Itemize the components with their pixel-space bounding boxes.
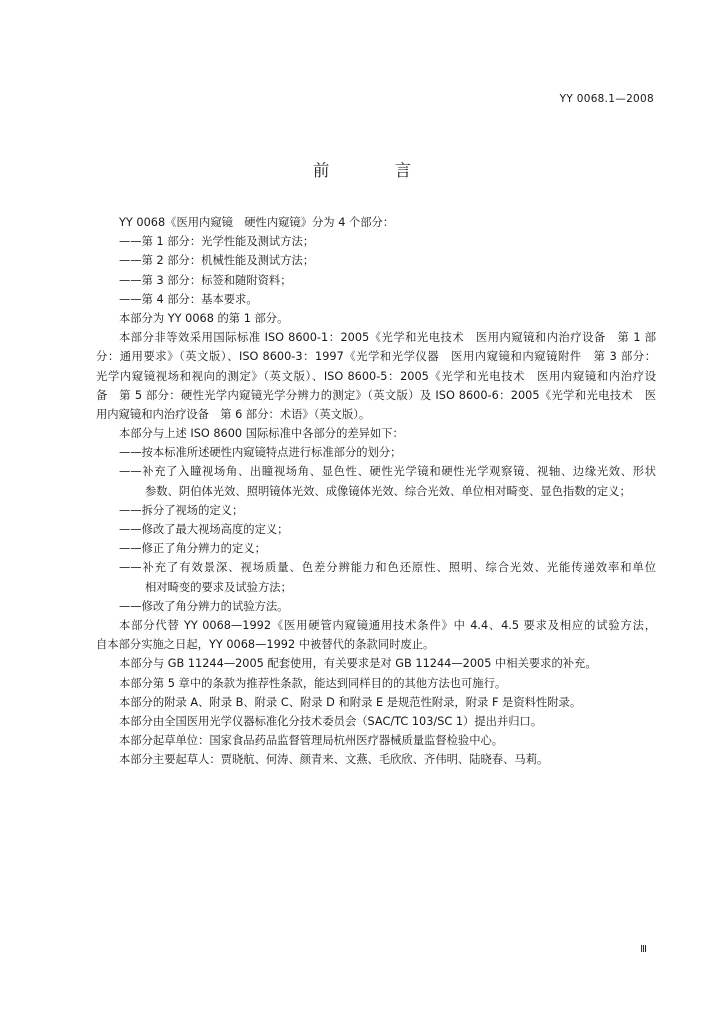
text-line: ——第 3 部分：标签和随附资料；	[119, 273, 292, 287]
standard-code: YY 0068.1—2008	[559, 93, 654, 105]
text-line: 相对畸变的要求及试验方法；	[145, 580, 292, 594]
text-line: 本部分第 5 章中的条款为推荐性条款，能达到同样目的的其他方法也可施行。	[119, 676, 507, 690]
text-line: 本部分主要起草人：贾晓航、何涛、颜青来、文燕、毛欣欣、齐伟明、陆晓春、马莉。	[119, 753, 549, 767]
text-line: 本部分由全国医用光学仪器标准化分技术委员会（SAC/TC 103/SC 1）提出并归口。	[119, 714, 543, 728]
text-line: ——补充了有效景深、视场质量、色差分辨能力和色还原性、照明、综合光效、光能传递效率和单位	[119, 561, 656, 575]
text-line: YY 0068《医用内窥镜 硬性内窥镜》分为 4 个部分：	[119, 216, 395, 229]
text-line: ——补充了入瞳视场角、出瞳视场角、显色性、硬性光学镜和硬性光学观察镜、视轴、边缘光效、形状	[119, 465, 656, 479]
text-line: 用内窥镜和内治疗设备 第 6 部分：术语》（英文版）。	[96, 407, 371, 421]
text-line: 备 第 5 部分：硬性光学内窥镜光学分辨力的测定》（英文版）及 ISO 8600-6：2005《光学和光电技术 医	[96, 388, 656, 402]
page-number: Ⅲ	[640, 944, 647, 955]
text-line: 本部分与 GB 11244—2005 配套使用，有关要求是对 GB 11244—2005 中相关要求的补充。	[119, 657, 597, 671]
text-line: ——修改了最大视场高度的定义；	[119, 523, 289, 536]
text-line: 本部分非等效采用国际标准 ISO 8600-1：2005《光学和光电技术 医用内窥镜和内治疗设备 第 1 部	[119, 331, 656, 345]
text-line: 自本部分实施之日起，YY 0068—1992 中被替代的条款同时废止。	[96, 638, 435, 652]
text-line: 本部分起草单位：国家食品药品监督管理局杭州医疗器械质量监督检验中心。	[119, 734, 504, 748]
text-line: 本部分代替 YY 0068—1992《医用硬管内窥镜通用技术条件》中 4.4、4.5 要求及相应的试验方法，	[119, 618, 656, 632]
preface-body	[96, 213, 656, 769]
text-line: ——第 4 部分：基本要求。	[119, 292, 258, 306]
text-line: ——修正了角分辨力的定义；	[119, 542, 266, 556]
text-line: ——第 2 部分：机械性能及测试方法；	[119, 254, 315, 268]
text-line: 光学内窥镜视场和视向的测定》（英文版）、ISO 8600-5：2005《光学和光电技术 医用内窥镜和内治疗设	[96, 369, 656, 383]
text-line: 本部分的附录 A、附录 B、附录 C、附录 D 和附录 E 是规范性附录，附录 F 是资料性附录。	[119, 695, 582, 709]
text-line: ——按本标准所述硬性内窥镜特点进行标准部分的划分；	[119, 446, 402, 460]
text-line: ——修改了角分辨力的试验方法。	[119, 599, 289, 613]
page-title: 前 言	[312, 161, 442, 180]
text-line: 本部分为 YY 0068 的第 1 部分。	[119, 311, 289, 325]
text-line: 分：通用要求》（英文版）、ISO 8600-3：1997《光学和光学仪器 医用内窥镜和内窥镜附件 第 3 部分：	[96, 350, 656, 364]
text-line: ——拆分了视场的定义；	[119, 503, 244, 517]
text-line: 本部分与上述 ISO 8600 国际标准中各部分的差异如下：	[119, 427, 404, 441]
text-line: ——第 1 部分：光学性能及测试方法；	[119, 235, 315, 249]
text-line: 参数、阴伯体光效、照明镜体光效、成像镜体光效、综合光效、单位相对畸变、显色指数的定义；	[145, 484, 631, 498]
